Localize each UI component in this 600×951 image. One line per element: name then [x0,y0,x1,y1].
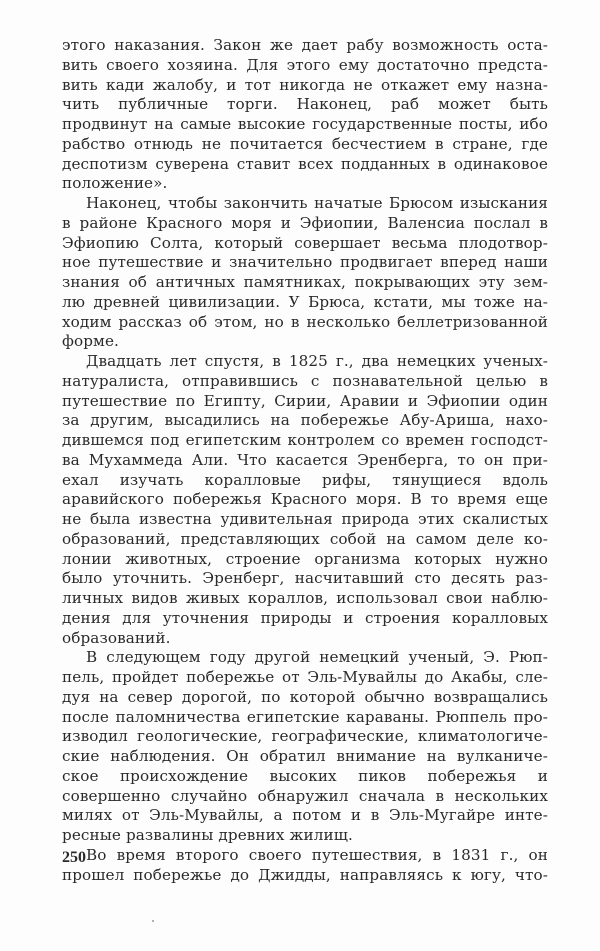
text-line: милях от Эль-Мувайлы, а потом и в Эль-Мугайре инте- [62,806,548,825]
scan-speck [152,920,154,922]
text-line: ва Мухаммеда Али. Что касается Эренберга, то он при- [62,450,548,469]
text-line: ресные развалины древних жилищ. [62,826,353,844]
text-line: ное путешествие и значительно продвигает вперед наши [62,253,548,272]
text-line: продвинут на самые высокие государственные посты, ибо [62,115,548,133]
text-line: вить кади жалобу, и тот никогда не откажет ему назна- [62,75,548,94]
text-line: прошел побережье до Джидды, направляясь к югу, что- [62,865,548,884]
text-line: форме. [62,332,119,351]
text-line: дившемся под египетским контролем со времен господст- [62,431,548,449]
paragraph [62,36,548,194]
text-line: Двадцать лет спустя, в 1825 г., два немецких ученых- [86,352,548,370]
text-line: пель, пройдет побережье от Эль-Мувайлы до Акабы, сле- [62,668,548,686]
page-number: 250 [62,849,86,866]
text-line: Во время второго своего путешествия, в 1831 г., он [86,845,548,864]
paragraph [62,194,548,352]
text-line: чить публичные торги. Наконец, раб может быть [62,95,548,114]
text-line: было уточнить. Эренберг, насчитавший сто десять раз- [62,569,548,588]
text-line: ские наблюдения. Он обратил внимание на вулканиче- [62,747,548,765]
text-line: личных видов живых кораллов, использовал свои наблю- [62,589,548,607]
text-line: в районе Красного моря и Эфиопии, Валенсиа послал в [62,213,548,232]
text-line: знания об античных памятниках, покрывающих эту зем- [62,273,548,291]
text-line: после паломничества египетские караваны. Рюппель про- [62,707,548,726]
text-line: рабство отнюдь не почитается бесчестием в стране, где [62,134,548,153]
text-line: дения для уточнения природы и строения коралловых [62,608,548,627]
paragraph [62,352,548,648]
text-line: изводил геологические, географические, климатологиче- [62,727,548,746]
text-line: В следующем году другой немецкий ученый, Э. Рюп- [86,648,548,667]
book-page-text [62,36,548,885]
text-line: положение». [62,174,168,193]
text-line: не была известна удивительная природа этих скалистых [62,510,548,528]
text-line: ходим рассказ об этом, но в несколько беллетризованной [62,312,548,331]
text-line: за другим, высадились на побережье Абу-Ариша, нахо- [62,411,548,430]
text-line: образований. [62,628,171,647]
text-line: лонии животных, строение организма которых нужно [62,549,548,568]
paragraph [62,846,548,886]
text-line: ехал изучать коралловые рифы, тянущиеся вдоль [62,470,548,489]
paragraph [62,648,548,846]
text-line: Наконец, чтобы закончить начатые Брюсом изыскания [86,194,548,212]
text-line: деспотизм суверена ставит всех подданных в одинаковое [62,154,548,173]
text-line: аравийского побережья Красного моря. В то время еще [62,490,548,509]
text-line: образований, представляющих собой на самом деле ко- [62,529,548,548]
text-line: вить своего хозяина. Для этого ему достаточно предста- [62,55,548,74]
text-line: лю древней цивилизации. У Брюса, кстати, мы тоже на- [62,292,548,311]
text-line: дуя на север дорогой, по которой обычно возвращались [62,687,548,706]
text-line: путешествие по Египту, Сирии, Аравии и Эфиопии один [62,391,548,410]
text-line: Эфиопию Солта, который совершает весьма плодотвор- [62,233,548,252]
text-line: совершенно случайно обнаружил сначала в нескольких [62,786,548,805]
text-line: ское происхождение высоких пиков побережья и [62,766,548,785]
text-line: этого наказания. Закон же дает рабу возможность оста- [62,36,548,54]
text-line: натуралиста, отправившись с познавательной целью в [62,371,548,390]
